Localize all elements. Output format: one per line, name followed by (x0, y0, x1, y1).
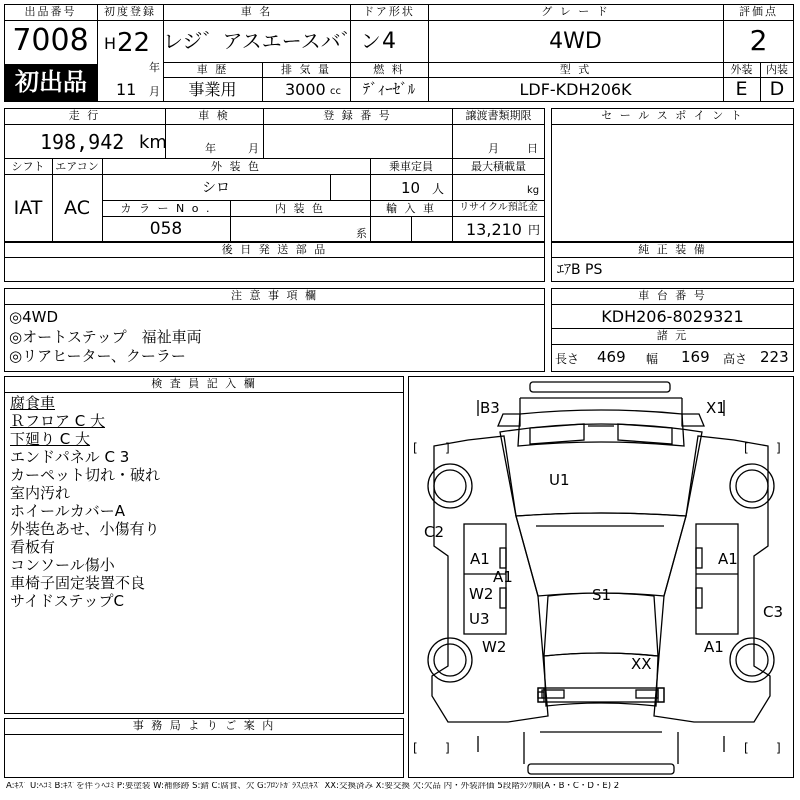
chassis-number-label: 車 台 番 号 (638, 289, 707, 302)
width: 169 (681, 348, 710, 366)
inspector-line: 室内汚れ (10, 484, 71, 502)
inspector-line: ホイールカバーA (10, 502, 125, 520)
notes-label: 注 意 事 項 欄 (231, 289, 318, 302)
aircon-label: エアコン (55, 160, 99, 173)
damage-code: A1 (493, 568, 513, 586)
inspection-year-unit: 年 (205, 142, 216, 155)
reg-year-unit: 年 (149, 61, 160, 74)
plate-number-label: 登 録 番 号 (323, 109, 392, 122)
recycle-fee: 13,210 (466, 220, 522, 239)
interior-grade: D (769, 78, 785, 100)
damage-code: C3 (763, 603, 784, 621)
office-notice-label: 事 務 局 よ り ご 案 内 (132, 719, 276, 732)
era: H (104, 34, 117, 53)
width-label: 幅 (646, 352, 659, 366)
car-diagram (408, 376, 794, 778)
color-number: 058 (149, 219, 183, 239)
shift-label: シフト (11, 160, 45, 173)
first-listing-text: 初出品 (15, 68, 87, 96)
bracket-mark: ] (445, 741, 450, 755)
aircon: AC (64, 197, 90, 219)
recycle-fee-label: リサイクル預託金 (459, 202, 538, 213)
damage-code: W2 (482, 638, 507, 656)
inspector-line: 腐食車 (10, 394, 56, 412)
inspector-label: 検 査 員 記 入 欄 (151, 377, 257, 390)
history-label: 車 歴 (196, 63, 229, 76)
door-count: 4 (382, 29, 396, 54)
exterior-grade: E (735, 78, 748, 100)
bracket-mark: ] (776, 741, 781, 755)
genuine-equipment-label: 純 正 装 備 (638, 243, 707, 256)
history: 事業用 (188, 80, 237, 99)
damage-code: XX (631, 655, 652, 673)
grade: 4WD (549, 29, 602, 54)
damage-code: U3 (469, 610, 490, 628)
bracket-mark: ] (445, 441, 450, 455)
later-parts-label: 後 日 発 送 部 品 (221, 243, 328, 256)
bracket-mark: [ (413, 741, 418, 755)
height-label: 高さ (723, 352, 748, 366)
mileage: 198,942 (40, 130, 125, 154)
damage-code: X1 (706, 399, 726, 417)
genuine-equipment: ｴｱB PS (557, 262, 603, 278)
fuel: ﾃﾞｨｰｾﾞﾙ (362, 80, 416, 98)
lot-number: 7008 (12, 23, 89, 58)
sales-point-block (551, 108, 794, 242)
inspector-line: 下廻り C 大 (10, 430, 91, 448)
displacement-unit: cc (330, 86, 341, 97)
reg-month: 11 (116, 80, 137, 99)
bracket-mark: [ (413, 441, 418, 455)
height: 223 (760, 348, 789, 366)
transfer-deadline-label: 譲渡書類期限 (465, 109, 532, 122)
capacity-label: 乗車定員 (389, 160, 433, 173)
damage-code: U1 (549, 471, 570, 489)
inspector-line: 外装色あせ、小傷有り (10, 520, 160, 538)
inspection-label: 車 検 (198, 109, 230, 122)
transfer-day: 日 (527, 142, 538, 155)
first-registration-label: 初度登録 (104, 5, 156, 18)
car-name-label: 車 名 (240, 5, 273, 18)
model-code: LDF-KDH206K (519, 80, 632, 99)
inspector-line: 看板有 (10, 538, 56, 556)
reg-year: 22 (117, 28, 151, 58)
door-type-label: ドア形状 (363, 5, 415, 18)
bracket-mark: [ (744, 741, 749, 755)
inspector-line: カーペット切れ・破れ (10, 466, 161, 484)
displacement: 3000 (285, 80, 326, 99)
damage-code: A1 (470, 550, 490, 568)
length: 469 (597, 348, 626, 366)
inspector-line: コンソール傷小 (10, 556, 115, 574)
damage-code: W2 (469, 585, 494, 603)
bracket-mark: ] (776, 441, 781, 455)
note-item: ◎リアヒーター、クーラー (9, 347, 186, 365)
damage-code: A1 (704, 638, 724, 656)
car-name: レジ゛アスエースバ゛ン (163, 29, 381, 53)
damage-code: C2 (424, 523, 445, 541)
import-label: 輸 入 車 (386, 202, 436, 215)
inspection-month-unit: 月 (248, 142, 259, 155)
recycle-fee-unit: 円 (528, 223, 541, 237)
note-item: ◎オートステップ 福祉車両 (9, 328, 202, 346)
exterior-color-label: 外 装 色 (211, 160, 261, 173)
color-number-label: カ ラ ー N o . (120, 202, 212, 215)
model-code-label: 型 式 (559, 63, 592, 76)
inspector-line: Ｒフロア C 大 (10, 412, 106, 430)
exterior-color: シロ (202, 180, 230, 196)
specs-label: 諸 元 (656, 329, 689, 342)
interior-color-label: 内 装 色 (275, 202, 325, 215)
exterior-label: 外装 (730, 63, 753, 76)
inspector-line: 車椅子固定装置不良 (10, 574, 146, 592)
displacement-label: 排 気 量 (281, 63, 331, 76)
damage-code: A1 (718, 550, 738, 568)
damage-code: B3 (480, 399, 500, 417)
reg-month-unit: 月 (149, 85, 160, 98)
capacity-unit: 人 (432, 182, 445, 196)
note-item: ◎4WD (9, 308, 59, 326)
transfer-month: 月 (488, 142, 499, 155)
legend: A:ｷｽﾞ U:ﾍｺﾐ B:ｷｽﾞを伴うﾍｺﾐ P:要塗装 W:補修跡 S:錆 C:腐食、欠 G:ﾌﾛﾝﾄｶﾞﾗｽ点ｷｽﾞ XX:交換済み X:要交換 欠:欠品 内・外装評価 5段階ﾗﾝｸ順(A・B・C・D・E) 2 (6, 782, 620, 791)
score: 2 (749, 24, 768, 57)
shift: IAT (13, 197, 43, 219)
inspector-line: サイドステップC (10, 592, 124, 610)
inspector-line: エンドパネル C 3 (10, 448, 130, 466)
max-load-label: 最大積載量 (471, 160, 526, 173)
mileage-unit: km (139, 132, 167, 153)
interior-color-unit: 系 (356, 227, 367, 240)
chassis-number: KDH206-8029321 (601, 307, 744, 326)
max-load-unit: kg (527, 185, 540, 196)
mileage-label: 走 行 (68, 109, 101, 122)
damage-code: S1 (592, 586, 612, 604)
interior-label: 内装 (766, 63, 788, 76)
capacity: 10 (401, 179, 421, 197)
grade-label: グ レ ー ド (541, 5, 610, 18)
lot-number-label: 出品番号 (24, 5, 77, 18)
fuel-label: 燃 料 (373, 63, 405, 76)
length-label: 長さ (555, 352, 580, 366)
details-block (4, 108, 545, 242)
sales-point-label: セ ー ル ス ポ イ ン ト (601, 109, 744, 122)
bracket-mark: [ (744, 441, 749, 455)
score-label: 評価点 (739, 5, 778, 18)
